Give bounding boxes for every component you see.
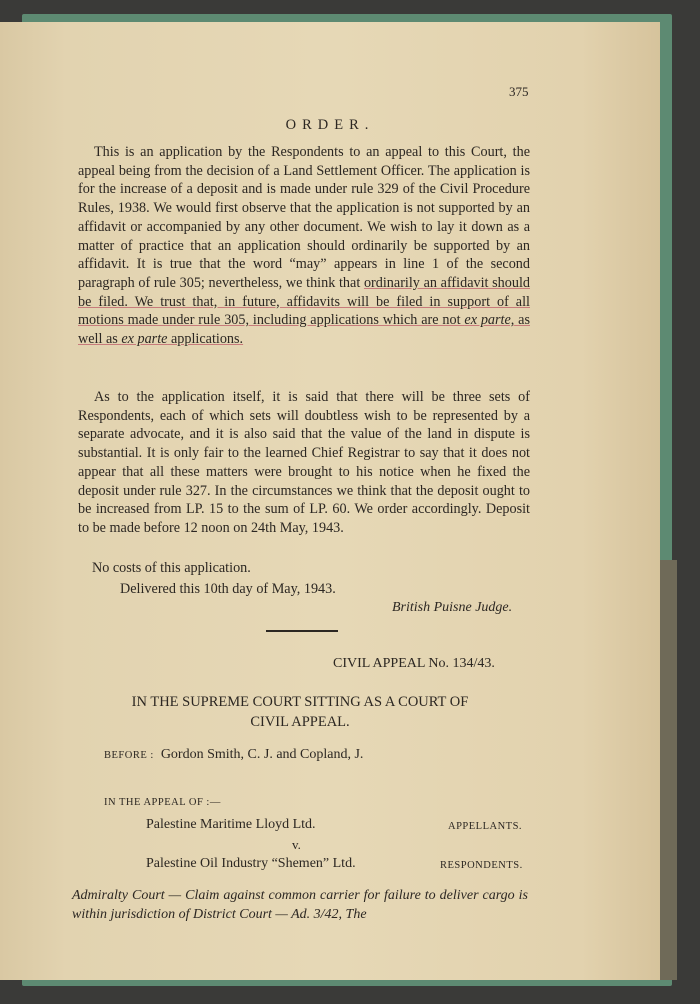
versus: v.: [292, 837, 301, 852]
order-title: ORDER.: [285, 117, 375, 133]
page-number: 375: [509, 84, 529, 99]
order-paragraph-2: As to the application itself, it is said that there will be three sets of Respondents, each of which sets will doubtless wish to be represented by a separate advocate, and it is also said that the value of the land in dispute is substantial. It is only fair to the learned Chief Registrar to say that it does not appear that all these matters were brought to his notice when he fixed the deposit under rule 327. In the circumstances we think that the deposit ought to be increased from LP. 15 to the sum of LP. 60. We order accordingly. Deposit to be made before 12 noon on 24th May, 1943.: [78, 389, 530, 536]
section-divider: [266, 630, 338, 632]
judge-signature: British Puisne Judge.: [392, 600, 513, 615]
headnote: Admiralty Court — Claim against common carrier for failure to deliver cargo is within jurisdiction of District Court — Ad. 3/42, The: [72, 888, 528, 922]
book-page: [0, 22, 660, 980]
court-heading: IN THE SUPREME COURT SITTING AS A COURT OF CIVIL APPEAL.: [131, 694, 469, 730]
in-appeal-label: IN THE APPEAL OF :—: [104, 797, 221, 808]
delivered-line: Delivered this 10th day of May, 1943.: [120, 581, 336, 597]
appeal-number: CIVIL APPEAL No. 134/43.: [333, 656, 495, 671]
underlined-passage: ordinarily an affidavit should be filed. We trust that, in future, affidavits will be filed in support of all motions made under rule 305, including applications which are not ex parte, as well as ex parte applications.: [78, 274, 530, 348]
appellant-role: APPELLANTS.: [448, 821, 523, 832]
order-paragraph-1: This is an application by the Respondents to an appeal to this Court, the appeal being from the decision of a Land Settlement Officer. The application is for the increase of a deposit and is made under rule 329 of the Civil Procedure Rules, 1938. We would first observe that the application is not supported by an affidavit or accompanied by any other document. We wish to lay it down as a matter of practice that an application should ordinarily be supported by an affidavit. It is true that the word “may” appears in line 1 of the second paragraph of rule 305; nevertheless, we think that ordinarily an affidavit should be filed. We trust that, in future, affidavits will be filed in support of all motions made under rule 305, including applications which are not ex parte, as well as ex parte applications.: [78, 144, 530, 348]
no-costs-line: No costs of this application.: [92, 560, 251, 576]
respondent-name: Palestine Oil Industry “Shemen” Ltd.: [146, 856, 356, 871]
respondent-role: RESPONDENTS.: [440, 860, 523, 871]
bench-line: BEFORE : Gordon Smith, C. J. and Copland, J.: [104, 747, 364, 762]
appellant-name: Palestine Maritime Lloyd Ltd.: [146, 817, 316, 832]
